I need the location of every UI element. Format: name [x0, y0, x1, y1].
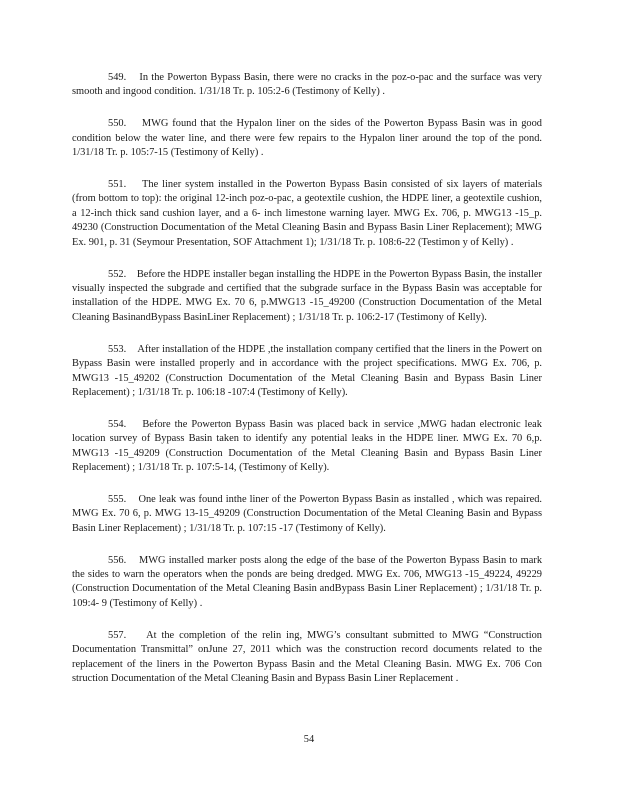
- paragraph-551: [72, 178, 542, 250]
- page-number: 54: [303, 734, 315, 745]
- paragraph-553: [72, 343, 542, 401]
- paragraph-552: [72, 268, 542, 326]
- paragraph-554: [72, 418, 542, 476]
- paragraph-number: 557.: [108, 629, 127, 641]
- paragraph-number: 553.: [108, 343, 127, 355]
- paragraph-text: The liner system installed in the Powerton Bypass Basin consisted of six layers of materials (from bottom to top): the original 12-inch poz-o-pac, a geotextile cushion, the HDPE liner, a geotextile cushion, a 12-inch thick sand cushion layer, and a 6- inch limestone warning layer. MWG Ex. 706, p. MWG13 -15_p. 49230 (Construction Documentation of the Metal Cleaning Basin and Bypass Basin Liner Replacement); MWG Ex. 901, p. 31 (Seymour Presentation, SOF Attachment 1); 1/31/18 Tr. p. 108:6-22 (Testimon y of Kelly) .: [72, 179, 542, 248]
- document-body: [72, 71, 542, 704]
- paragraph-number: 555.: [108, 493, 127, 505]
- paragraph-number: 556.: [108, 554, 127, 566]
- paragraph-number: 554.: [108, 418, 127, 430]
- paragraph-550: [72, 117, 542, 160]
- paragraph-number: 551.: [108, 179, 127, 191]
- paragraph-556: [72, 554, 542, 612]
- paragraph-text: Before the Powerton Bypass Basin was placed back in service ,MWG hadan electronic leak location survey of Bypass Basin taken to identify any potential leaks in the HDPE liner. MWG Ex. 70 6,p. MWG13 -15_49209 (Construction Documentation of the Metal Cleaning Basin and Bypass Basin Liner Replacement) ; 1/31/18 Tr. p. 107:5-14, (Testimony of Kelly).: [72, 418, 542, 474]
- paragraph-text: After installation of the HDPE ,the installation company certified that the liners in the Powert on Bypass Basin were installed properly and in accordance with the project specifications. MWG Ex. 706, p. MWG13 -15_49202 (Construction Documentation of the Metal Cleaning Basin and Bypass Basin Liner Replacement) ; 1/31/18 Tr. p. 106:18 -107:4 (Testimony of Kelly).: [72, 343, 542, 398]
- paragraph-number: 552.: [108, 268, 127, 280]
- paragraph-number: 549.: [108, 72, 127, 83]
- paragraph-555: [72, 493, 542, 536]
- paragraph-text: Before the HDPE installer began installing the HDPE in the Powerton Bypass Basin, the installer visually inspected the subgrade and certified that the subgrade surface in the Bypass Basin was acceptable for installation of the HDPE. MWG Ex. 70 6, p.MWG13 -15_49200 (Construction Documentation of the Metal Cleaning BasinandBypass BasinLiner Replacement) ; 1/31/18 Tr. p. 106:2-17 (Testimony of Kelly).: [72, 268, 542, 323]
- paragraph-text: One leak was found inthe liner of the Powerton Bypass Basin as installed , which was repaired. MWG Ex. 70 6, p. MWG 13-15_49209 (Construction Documentation of the Metal Cleaning Basin and Bypass Basin Liner Replacement) ; 1/31/18 Tr. p. 107:15 -17 (Testimony of Kelly).: [72, 493, 543, 534]
- paragraph-549: [72, 71, 542, 100]
- paragraph-text: MWG found that the Hypalon liner on the sides of the Powerton Bypass Basin was in good condition below the water line, and there were few repairs to the Hypalon liner around the top of the pond. 1/31/18 Tr. p. 105:7-15 (Testimony of Kelly) .: [72, 118, 542, 159]
- paragraph-text: In the Powerton Bypass Basin, there were no cracks in the poz-o-pac and the surface was very smooth and ingood condition. 1/31/18 Tr. p. 105:2-6 (Testimony of Kelly) .: [72, 72, 543, 98]
- paragraph-557: [72, 629, 542, 687]
- paragraph-number: 550.: [108, 118, 127, 130]
- paragraph-text: MWG installed marker posts along the edge of the base of the Powerton Bypass Basin to mark the sides to warn the operators when the ponds are being dredged. MWG Ex. 706, MWG13 -15_49224, 49229 (Construction Documentation of the Metal Cleaning Basin andBypass Basin Liner Replacement) ; 1/31/18 Tr. p. 109:4- 9 (Testimony of Kelly) .: [72, 554, 543, 609]
- paragraph-text: At the completion of the relin ing, MWG’s consultant submitted to MWG “Construction Documentation Transmittal” onJune 27, 2011 which was the construction record documents related to the replacement of the liners in the Powerton Bypass Basin and the Metal Cleaning Basin. MWG Ex. 706 Con struction Documentation of the Metal Cleaning Basin and Bypass Basin Liner Replacement .: [72, 629, 542, 684]
